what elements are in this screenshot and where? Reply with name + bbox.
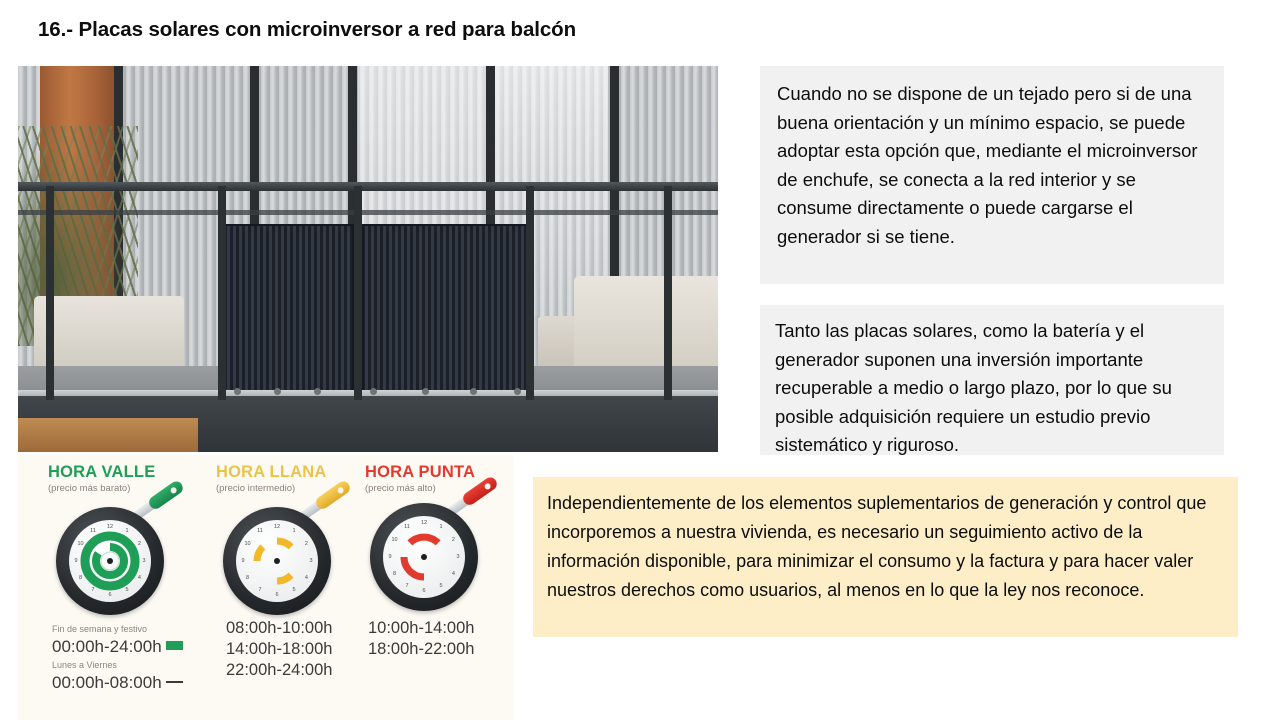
page-title: 16.- Placas solares con microinversor a red para balcón [38, 18, 577, 41]
clock-tick: 5 [439, 582, 443, 589]
photo-panel-bolt [470, 388, 477, 395]
photo-railing-post [218, 186, 226, 400]
clock-tick: 4 [304, 574, 308, 581]
clock-tick: 2 [304, 540, 308, 547]
clock-tick: 3 [142, 557, 146, 564]
clock-tick: 11 [404, 524, 410, 531]
clock-tick: 1 [292, 528, 296, 535]
clock-tick: 8 [393, 570, 397, 577]
callout-seguimiento-text: Independientemente de los elementos suplementarios de generación y control que incorporemos a nuestra vivienda, es necesario un seguimiento activo de la información disponible, para minimizar el consumo y la factura y para hacer valer nuestros derechos como usuarios, al menos en lo que la ley nos reconoce. [547, 493, 1207, 600]
clock-face-llana [236, 520, 318, 602]
photo-solar-panel [362, 224, 528, 402]
punta-range-2: 18:00h-22:00h [368, 640, 475, 658]
clock-tick: 2 [137, 540, 141, 547]
valle-weekday-range: 00:00h-08:00h [52, 673, 162, 692]
clock-tick: 3 [309, 557, 313, 564]
punta-range-1: 10:00h-14:00h [368, 619, 475, 637]
photo-panel-bolt [314, 388, 321, 395]
clock-tick: 6 [275, 591, 279, 598]
clock-tick: 10 [77, 540, 84, 547]
clock-tick: 11 [90, 528, 96, 535]
pan-body-icon [223, 507, 331, 615]
llana-range-2: 14:00h-18:00h [226, 640, 333, 658]
pan-clock-valle-icon [56, 507, 164, 615]
callout-intro [760, 66, 1224, 284]
clock-face-punta [383, 516, 465, 598]
clock-tick: 3 [456, 553, 460, 560]
clock-tick: 1 [125, 528, 129, 535]
tariff-title-valle: HORA VALLE [48, 463, 156, 481]
photo-railing-post [46, 186, 54, 400]
photo-railing-handrail [18, 182, 718, 191]
clock-tick: 9 [241, 557, 245, 564]
clock-tick: 10 [391, 536, 398, 543]
llana-range-3: 22:00h-24:00h [226, 661, 333, 679]
photo-outdoor-sofa-right [574, 276, 718, 376]
tariff-subtitle-llana: (precio intermedio) [216, 483, 296, 494]
clock-tick: 1 [439, 524, 443, 531]
tariff-title-llana: HORA LLANA [216, 463, 327, 481]
electricity-tariff-infographic [18, 455, 513, 720]
clock-tick: 6 [108, 591, 112, 598]
clock-tick: 6 [422, 587, 426, 594]
tariff-header-llana [216, 463, 326, 494]
clock-tick: 4 [451, 570, 455, 577]
photo-wood-decking [18, 418, 198, 452]
pan-clock-llana-icon [223, 507, 331, 615]
clock-tick: 4 [137, 574, 141, 581]
tariff-header-punta [365, 463, 475, 494]
clock-tick: 8 [246, 574, 250, 581]
tariff-header-valle [48, 463, 155, 494]
photo-panel-bolt [234, 388, 241, 395]
valle-legend-time-weekday [52, 671, 183, 695]
clock-tick: 12 [106, 523, 114, 530]
tariff-title-punta: HORA PUNTA [365, 463, 476, 481]
clock-tick: 7 [91, 586, 95, 593]
clock-tick: 5 [125, 586, 129, 593]
clock-hub-icon [421, 554, 427, 560]
pan-clock-punta-icon [370, 503, 478, 611]
callout-seguimiento [533, 477, 1238, 637]
tariff-subtitle-valle: (precio más barato) [48, 483, 131, 494]
clock-tick: 9 [74, 557, 78, 564]
photo-outdoor-sofa-left [34, 296, 184, 374]
valle-legend-time-weekend [52, 635, 183, 659]
photo-panel-bolt [370, 388, 377, 395]
clock-face-valle [69, 520, 151, 602]
pan-body-icon [56, 507, 164, 615]
balcony-solar-photo [18, 66, 718, 452]
tariff-times-punta [368, 618, 474, 660]
tariff-times-llana [226, 618, 332, 681]
clock-tick: 10 [244, 540, 251, 547]
photo-railing-post [354, 186, 362, 400]
clock-tick: 12 [420, 519, 428, 526]
clock-tick: 11 [257, 528, 263, 535]
callout-intro-text: Cuando no se dispone de un tejado pero si de una buena orientación y un mínimo espacio, se puede adoptar esta opción que, mediante el microinversor de enchufe, se conecta a la red interior y se consume directamente o puede cargarse el generador si se tiene. [777, 83, 1198, 247]
clock-hub-icon [274, 558, 280, 564]
tariff-subtitle-punta: (precio más alto) [365, 483, 436, 494]
photo-panel-bolt [422, 388, 429, 395]
callout-inversion [760, 305, 1224, 455]
pan-body-icon [370, 503, 478, 611]
photo-railing-post [664, 186, 672, 400]
valle-dash-icon [166, 681, 183, 683]
clock-tick: 5 [292, 586, 296, 593]
clock-tick: 9 [388, 553, 392, 560]
callout-inversion-text: Tanto las placas solares, como la batería y el generador suponen una inversión importante recuperable a medio o largo plazo, por lo que su posible adquisición requiere un estudio previo sistemático y riguroso. [775, 320, 1172, 455]
clock-tick: 8 [79, 574, 83, 581]
valle-legend-label-weekday: Lunes a Viernes [52, 660, 117, 670]
tariff-times-valle [52, 623, 183, 695]
clock-tick: 7 [258, 586, 262, 593]
photo-railing-post [526, 186, 534, 400]
llana-range-1: 08:00h-10:00h [226, 619, 333, 637]
clock-tick: 7 [405, 582, 409, 589]
valle-legend-label-weekend: Fin de semana y festivo [52, 624, 148, 634]
clock-tick: 12 [273, 523, 281, 530]
photo-panel-bolt [274, 388, 281, 395]
photo-railing-bar [18, 210, 718, 215]
clock-tick: 2 [451, 536, 455, 543]
valle-swatch-icon [166, 641, 183, 650]
photo-panel-bolt [514, 388, 521, 395]
photo-solar-panel [224, 224, 354, 402]
valle-weekend-range: 00:00h-24:00h [52, 637, 162, 656]
clock-hub-icon [107, 558, 113, 564]
